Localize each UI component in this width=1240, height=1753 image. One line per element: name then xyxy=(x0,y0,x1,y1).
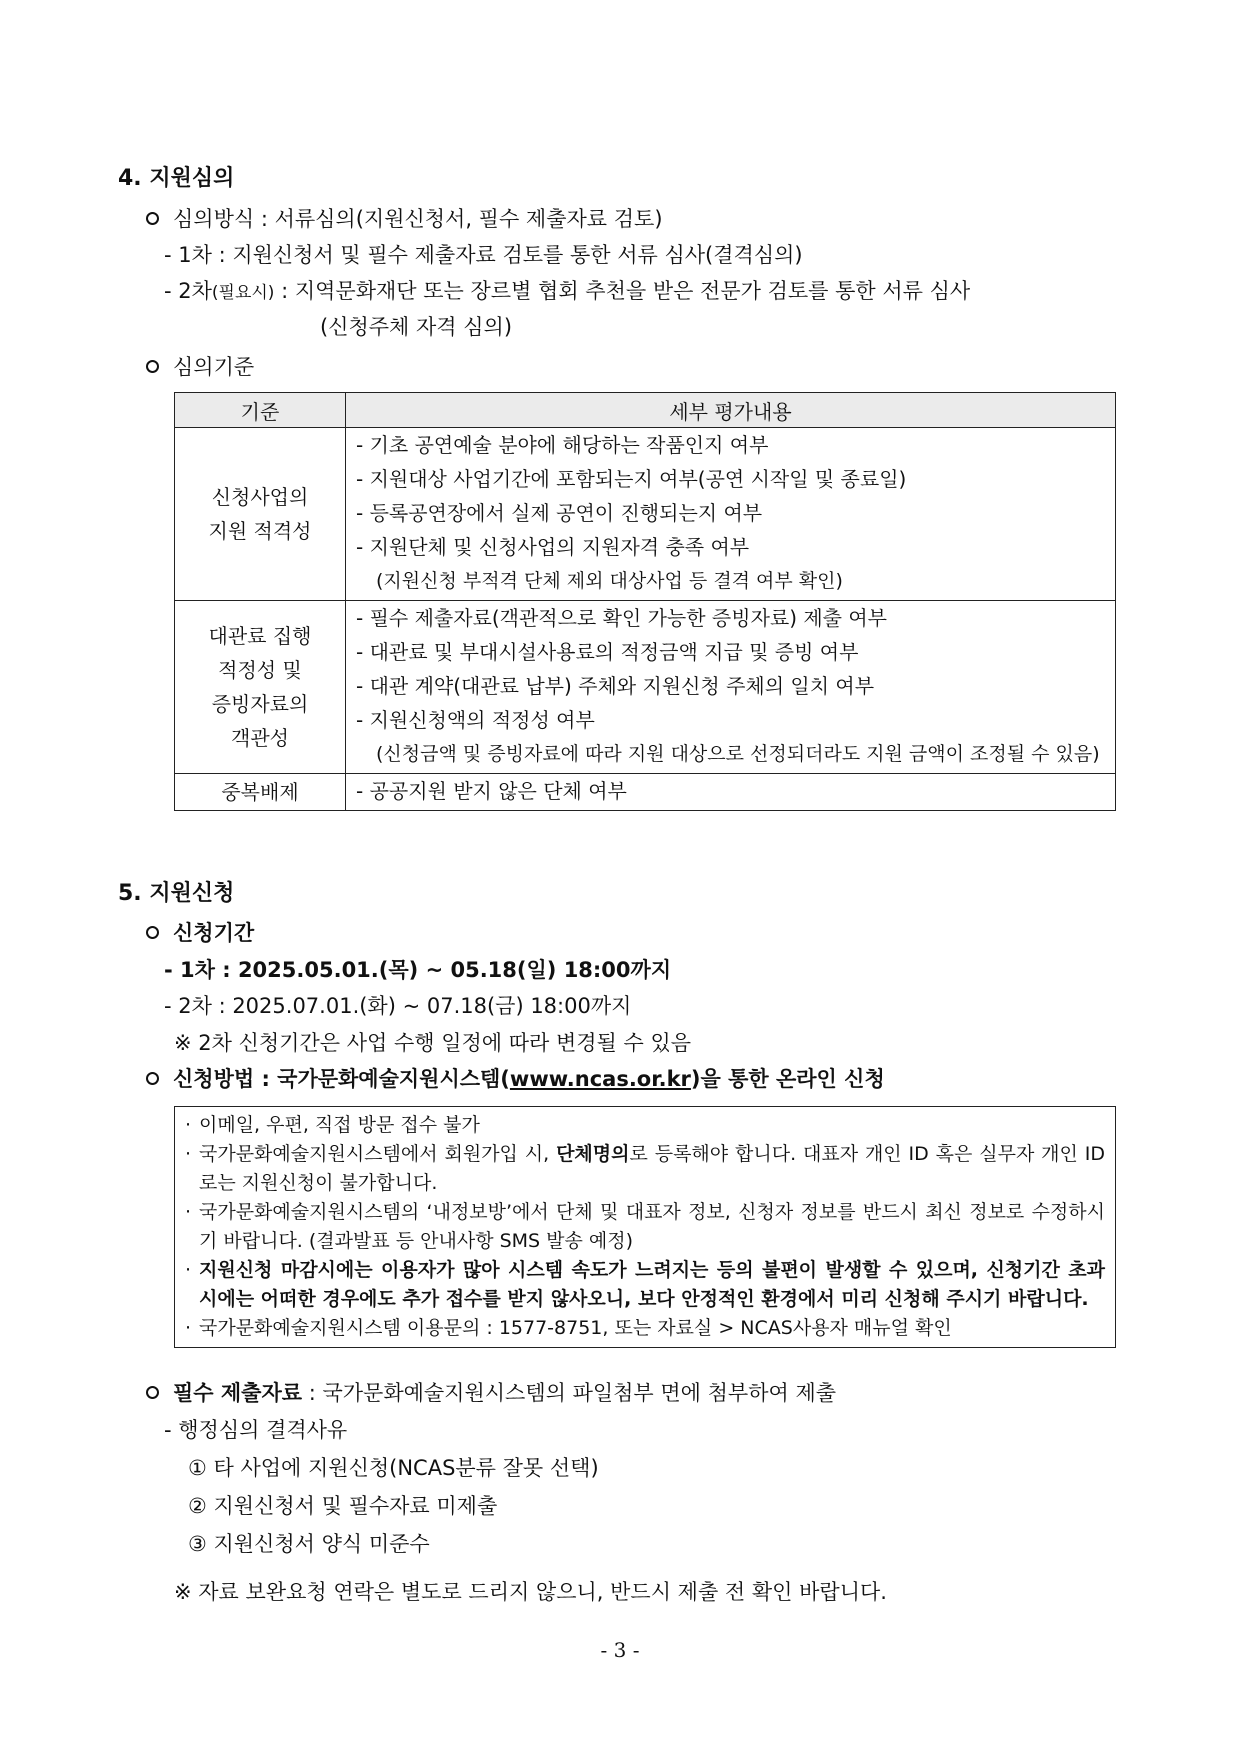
period-item xyxy=(146,916,254,950)
period-note: ※ 2차 신청기간은 사업 수행 일정에 따라 변경될 수 있음 xyxy=(174,1031,692,1055)
criterion-label: 중복배제 xyxy=(221,780,299,804)
review-method-text: 심의방식 : 서류심의(지원신청서, 필수 제출자료 검토) xyxy=(173,207,663,231)
notice-text-bold: 지원신청 마감시에는 이용자가 많아 시스템 속도가 느려지는 등의 불편이 발생할 수 있으며, 신청기간 초과 시에는 어떠한 경우에도 추가 접수를 받지 않사오니, 보다 안정적인 환경에서 미리 신청해 주시기 바랍니다. xyxy=(199,1259,1105,1310)
review-round1: - 1차 : 지원신청서 및 필수 제출자료 검토를 통한 서류 심사(결격심의) xyxy=(164,243,803,267)
criterion-label: 객관성 xyxy=(231,726,289,750)
required-docs-title: 필수 제출자료 xyxy=(173,1381,303,1405)
criterion-label: 대관료 집행 xyxy=(208,624,312,648)
notice-text: 국가문화예술지원시스템의 ‘내정보방’에서 단체 및 대표자 정보, 신청자 정보를 반드시 최신 정보로 수정하시기 바랍니다. (결과발표 등 안내사항 SMS 발송 예정) xyxy=(199,1201,1105,1252)
apply-method-post: )을 통한 온라인 신청 xyxy=(690,1067,885,1091)
detail-cell xyxy=(346,428,1116,601)
detail-item: - 필수 제출자료(객관적으로 확인 가능한 증빙자료) 제출 여부 xyxy=(356,606,888,630)
notice-text: 이메일, 우편, 직접 방문 접수 불가 xyxy=(199,1114,480,1136)
apply-method-pre: 신청방법 : 국가문화예술지원시스템( xyxy=(173,1067,510,1091)
required-docs-text: : 국가문화예술지원시스템의 파일첨부 면에 첨부하여 제출 xyxy=(302,1381,837,1405)
detail-item: - 대관 계약(대관료 납부) 주체와 지원신청 주체의 일치 여부 xyxy=(356,674,875,698)
docs-reason-1: ① 타 사업에 지원신청(NCAS분류 잘못 선택) xyxy=(188,1456,599,1480)
table-header-criterion: 기준 xyxy=(175,393,346,428)
notice-item: · 국가문화예술지원시스템에서 회원가입 시, 단체명의로 등록해야 합니다. 대표자 개인 ID 혹은 실무자 개인 ID로는 지원신청이 불가합니다. xyxy=(185,1143,1105,1194)
review-method-item xyxy=(146,202,663,236)
bullet-circle-icon xyxy=(146,926,159,939)
bullet-circle-icon xyxy=(146,360,159,373)
criterion-label: 적정성 및 xyxy=(218,658,302,682)
notice-item: · 지원신청 마감시에는 이용자가 많아 시스템 속도가 느려지는 등의 불편이 발생할 수 있으며, 신청기간 초과 시에는 어떠한 경우에도 추가 접수를 받지 않사오니, 보다 안정적인 환경에서 미리 신청해 주시기 바랍니다. xyxy=(185,1256,1105,1314)
detail-cell xyxy=(346,774,1116,811)
round2-lead: - 2차 xyxy=(164,279,212,303)
detail-note: (지원신청 부적격 단체 제외 대상사업 등 결격 여부 확인) xyxy=(376,570,843,592)
criterion-label: 신청사업의 xyxy=(211,485,309,509)
page-number: - 3 - xyxy=(600,1638,640,1662)
criterion-cell xyxy=(175,774,346,811)
notice-item: · 국가문화예술지원시스템 이용문의 : 1577-8751, 또는 자료실 > NCAS사용자 매뉴얼 확인 xyxy=(185,1314,1105,1343)
notice-emphasis: 단체명의 xyxy=(556,1143,630,1165)
notice-text: 국가문화예술지원시스템에서 회원가입 시, xyxy=(199,1143,557,1165)
detail-note: (신청금액 및 증빙자료에 따라 지원 대상으로 선정되더라도 지원 금액이 조정될 수 있음) xyxy=(376,743,1100,765)
review-round2 xyxy=(164,274,970,310)
criterion-label: 지원 적격성 xyxy=(208,519,312,543)
table-header-detail: 세부 평가내용 xyxy=(346,393,1116,428)
criterion-label: 증빙자료의 xyxy=(211,692,309,716)
notice-text: 국가문화예술지원시스템 이용문의 : 1577-8751, 또는 자료실 > NCAS사용자 매뉴얼 확인 xyxy=(199,1317,952,1339)
detail-item: - 지원대상 사업기간에 포함되는지 여부(공연 시작일 및 종료일) xyxy=(356,467,907,491)
criteria-title: 심의기준 xyxy=(173,355,255,379)
detail-cell xyxy=(346,601,1116,774)
table-row xyxy=(175,601,1116,774)
table-row xyxy=(175,774,1116,811)
table-header-row xyxy=(175,393,1116,428)
docs-reason-2: ② 지원신청서 및 필수자료 미제출 xyxy=(188,1494,498,1518)
notice-box xyxy=(174,1106,1116,1348)
round2-small: (필요시) xyxy=(211,283,275,303)
detail-item: - 지원단체 및 신청사업의 지원자격 충족 여부 xyxy=(356,535,750,559)
notice-text: 로 등록해야 합니다. 대표자 개인 ID 혹은 실무자 개인 ID로는 지원신청이 불가합니다. xyxy=(199,1143,1105,1194)
table-row xyxy=(175,428,1116,601)
detail-item: - 대관료 및 부대시설사용료의 적정금액 지급 및 증빙 여부 xyxy=(356,640,859,664)
detail-item: - 지원신청액의 적정성 여부 xyxy=(356,708,595,732)
detail-item: - 공공지원 받지 않은 단체 여부 xyxy=(356,779,627,803)
period-title: 신청기간 xyxy=(173,921,255,945)
section-5-heading: 5. 지원신청 xyxy=(118,881,235,906)
docs-reason-3: ③ 지원신청서 양식 미준수 xyxy=(188,1532,430,1556)
criteria-item xyxy=(146,350,254,384)
docs-note: ※ 자료 보완요청 연락은 별도로 드리지 않으니, 반드시 제출 전 확인 바랍니다. xyxy=(174,1580,887,1604)
section-4-heading: 4. 지원심의 xyxy=(118,166,235,191)
period-round2: - 2차 : 2025.07.01.(화) ~ 07.18(금) 18:00까지 xyxy=(164,994,632,1018)
criterion-cell xyxy=(175,428,346,601)
notice-item: · 국가문화예술지원시스템의 ‘내정보방’에서 단체 및 대표자 정보, 신청자 정보를 반드시 최신 정보로 수정하시기 바랍니다. (결과발표 등 안내사항 SMS 발송 예정) xyxy=(185,1198,1105,1256)
detail-item: - 등록공연장에서 실제 공연이 진행되는지 여부 xyxy=(356,501,763,525)
criteria-table xyxy=(174,392,1116,811)
apply-method-item xyxy=(146,1062,885,1096)
required-docs-item xyxy=(146,1376,836,1410)
bullet-circle-icon xyxy=(146,1386,159,1399)
ncas-link[interactable]: www.ncas.or.kr xyxy=(509,1067,691,1091)
docs-sub: - 행정심의 결격사유 xyxy=(164,1418,348,1442)
criterion-cell xyxy=(175,601,346,774)
bullet-circle-icon xyxy=(146,1072,159,1085)
review-round2-cont: (신청주체 자격 심의) xyxy=(320,315,513,339)
round2-text: : 지역문화재단 또는 장르별 협회 추천을 받은 전문가 검토를 통한 서류 심사 xyxy=(274,279,971,303)
notice-item: · 이메일, 우편, 직접 방문 접수 불가 xyxy=(185,1111,1105,1140)
detail-item: - 기초 공연예술 분야에 해당하는 작품인지 여부 xyxy=(356,433,769,457)
bullet-circle-icon xyxy=(146,212,159,225)
period-round1: - 1차 : 2025.05.01.(목) ~ 05.18(일) 18:00까지 xyxy=(164,958,672,982)
